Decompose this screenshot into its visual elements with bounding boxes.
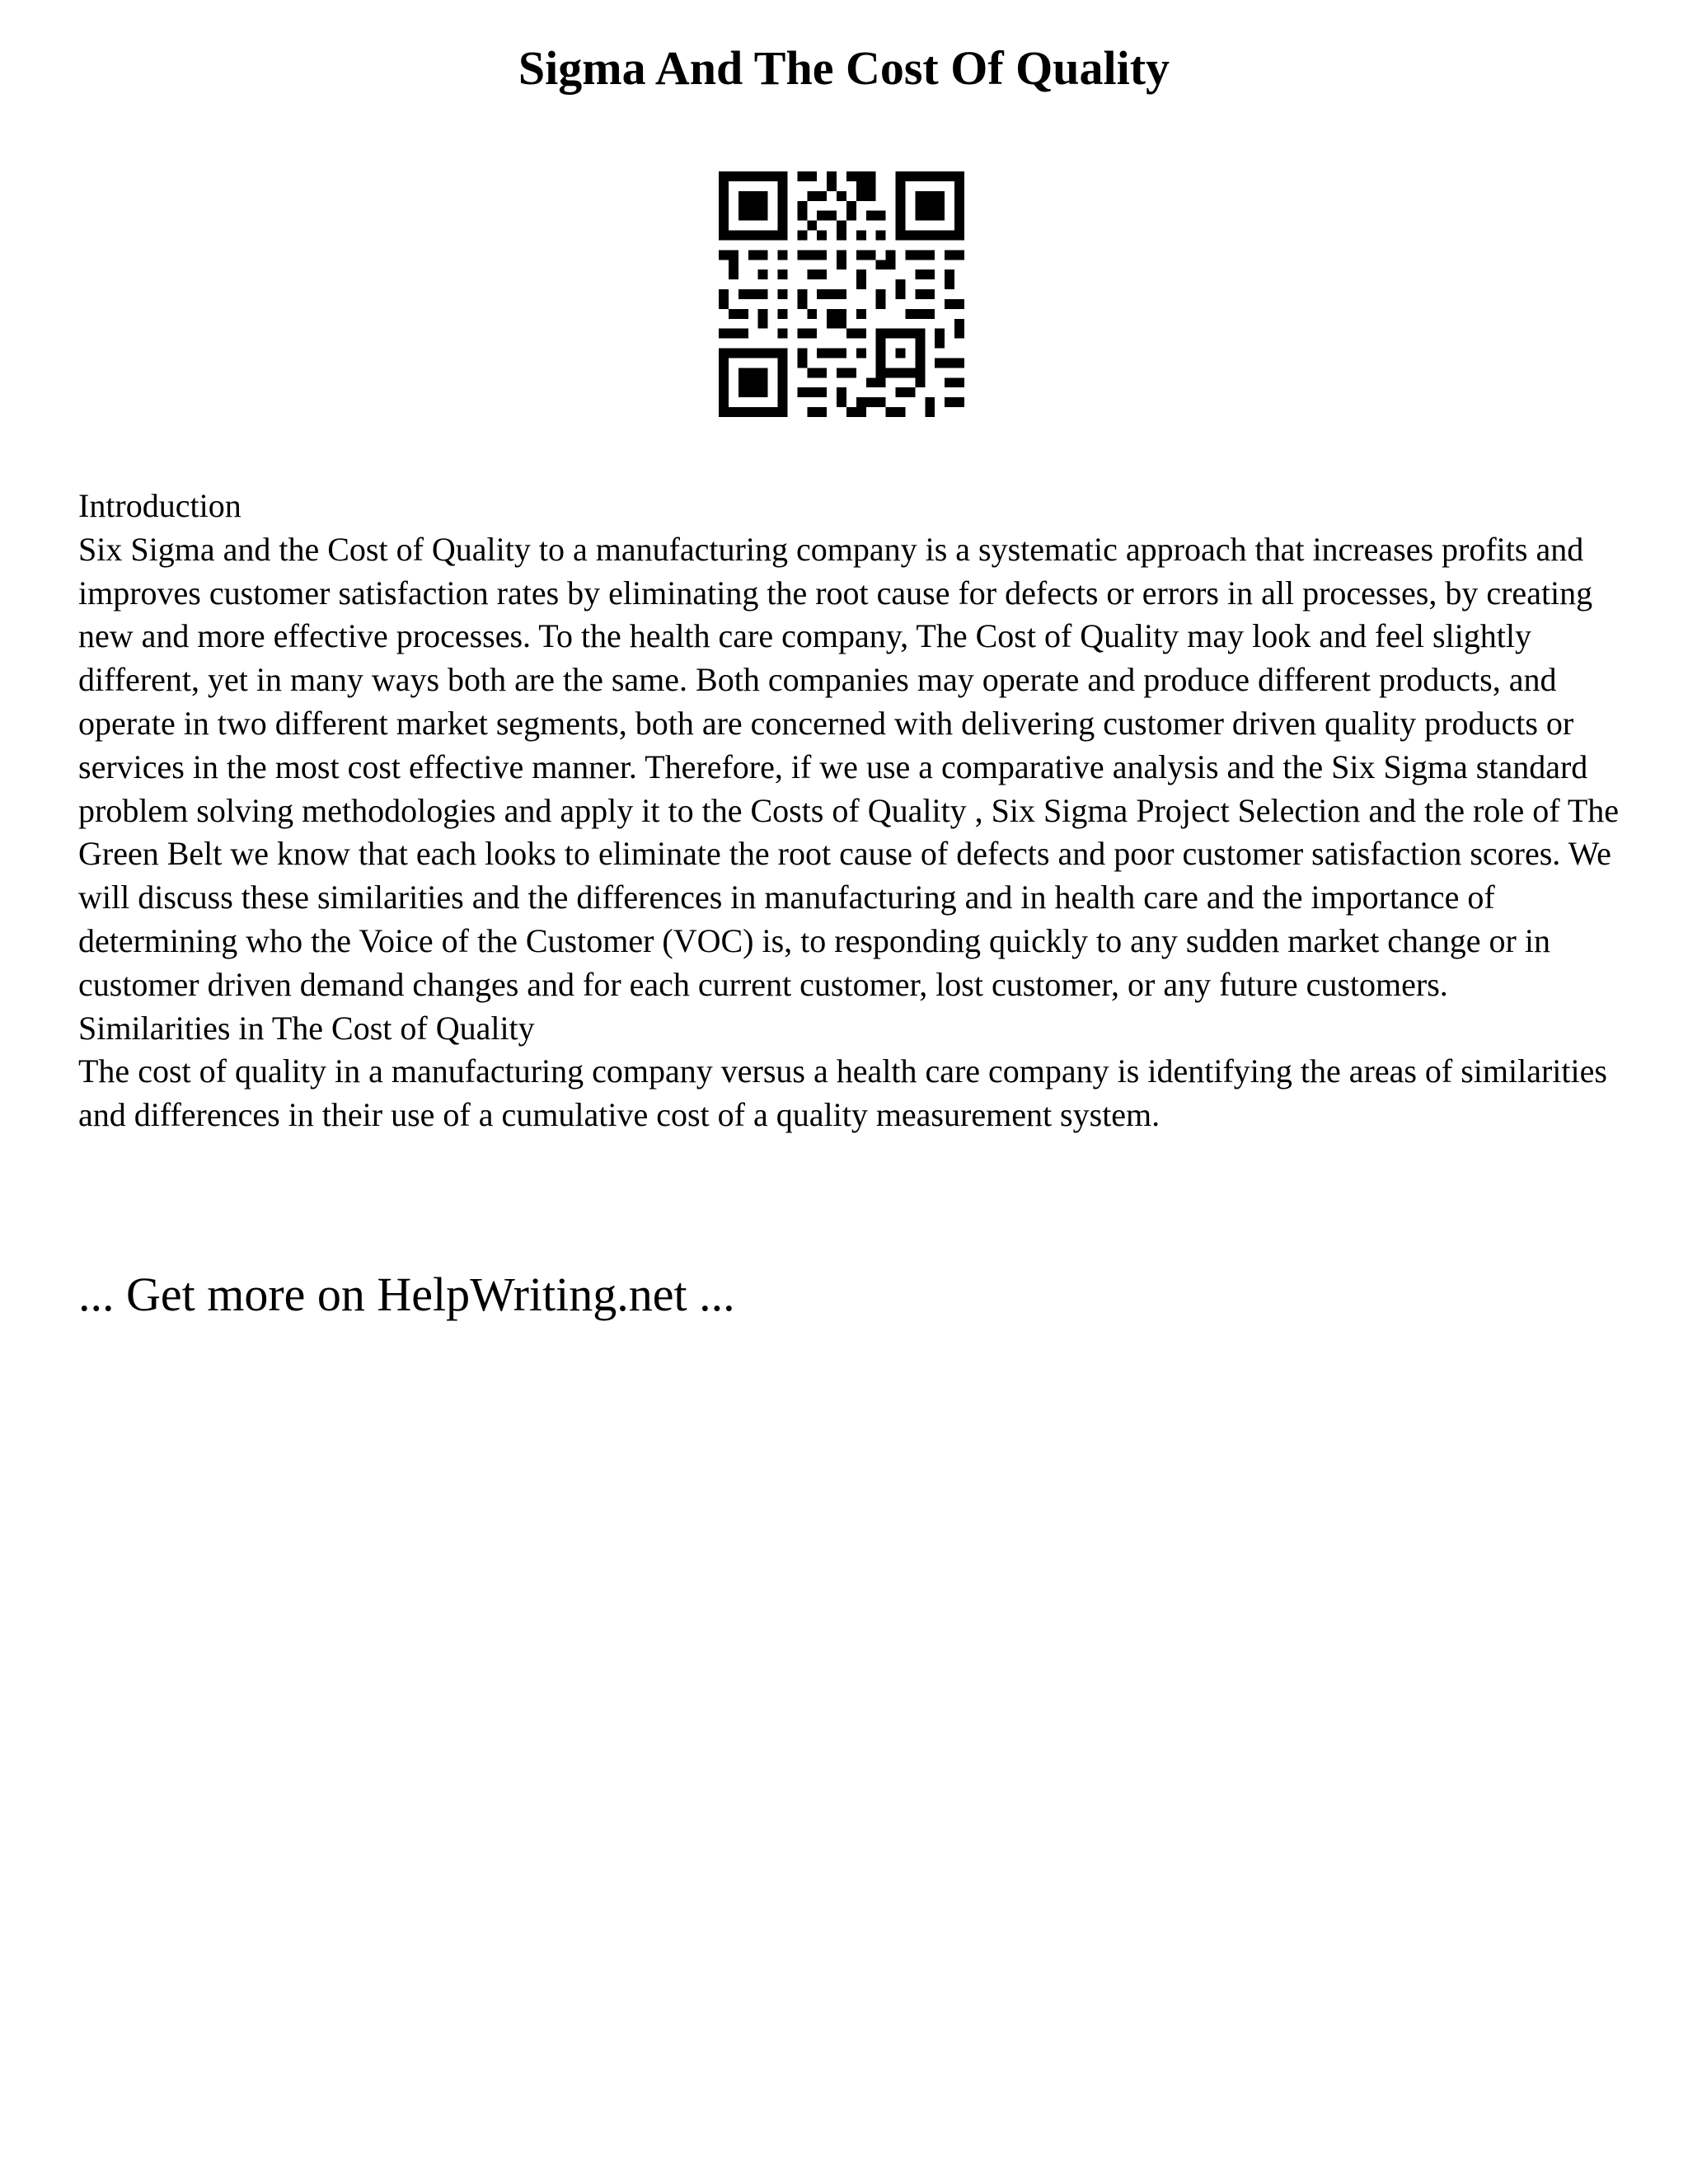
page-title: Sigma And The Cost Of Quality bbox=[518, 41, 1170, 95]
qr-code-icon bbox=[719, 171, 964, 417]
get-more-link[interactable]: ... Get more on HelpWriting.net ... bbox=[78, 1268, 735, 1321]
section-paragraph-introduction: Six Sigma and the Cost of Quality to a manufacturing company is a systematic approach that increases profits and improves customer satisfaction rates by eliminating the root cause for defects or errors in all processes, by creating new and more effective processes. To the health care company, The Cost of Quality may look and feel slightly different, yet in many ways both are the same. Both companies may operate and produce different products, and operate in two different market segments, both are concerned with delivering customer driven quality products or services in the most cost effective manner. Therefore, if we use a comparative analysis and the Six Sigma standard problem solving methodologies and apply it to the Costs of Quality , Six Sigma Project Selection and the role of The Green Belt we know that each looks to eliminate the root cause of defects and poor customer satisfaction scores. We will discuss these similarities and the differences in manufacturing and in health care and the importance of determining who the Voice of the Customer (VOC) is, to responding quickly to any sudden market change or in customer driven demand changes and for each current customer, lost customer, or any future customers. bbox=[78, 530, 1620, 1003]
section-heading-similarities: Similarities in The Cost of Quality bbox=[78, 1009, 535, 1047]
article-body bbox=[78, 485, 1628, 1137]
section-heading-introduction: Introduction bbox=[78, 487, 241, 524]
section-paragraph-similarities: The cost of quality in a manufacturing company versus a health care company is identifying the areas of similarities and differences in their use of a cumulative cost of a quality measurement system. bbox=[78, 1052, 1607, 1134]
